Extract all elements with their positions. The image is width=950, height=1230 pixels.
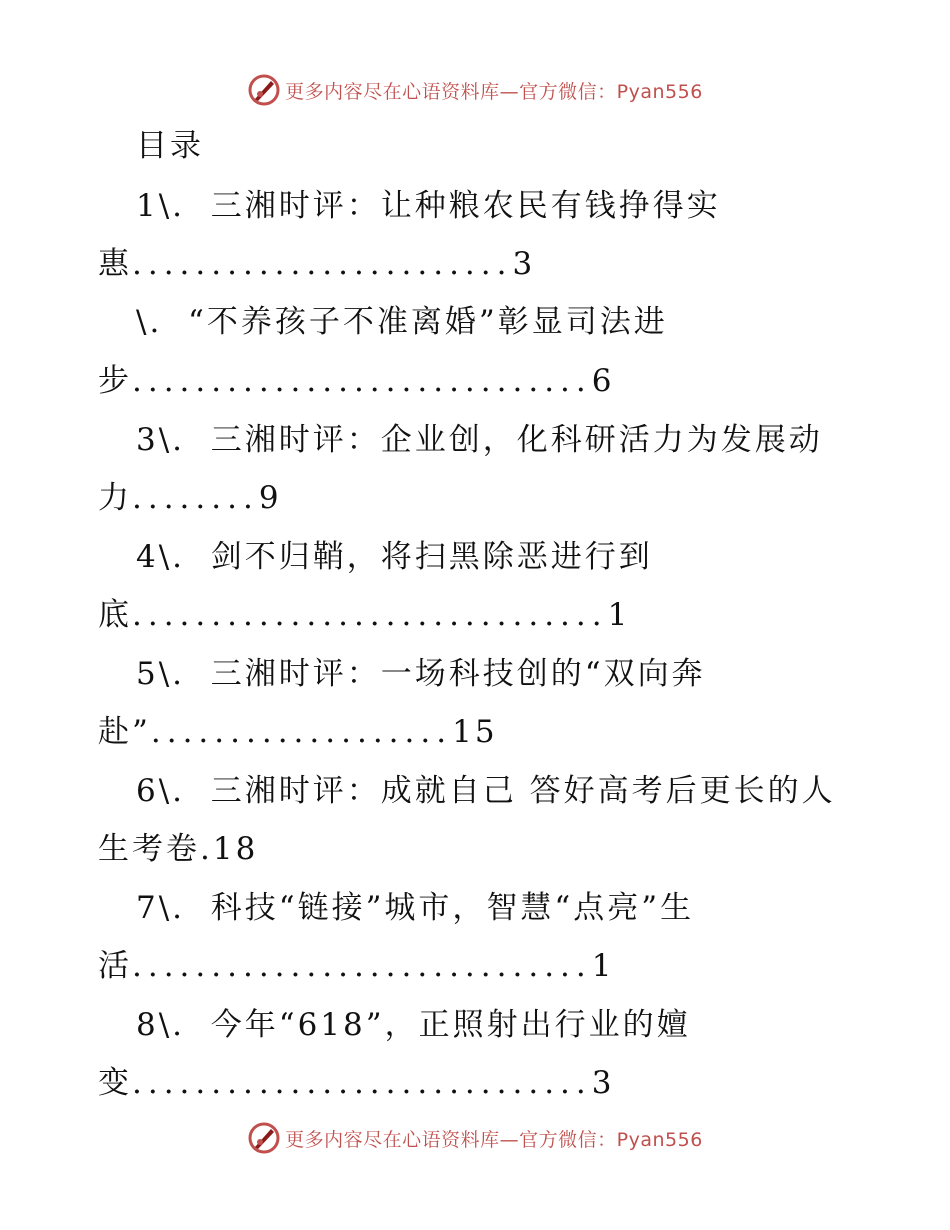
toc-entry-8-title: 8\. 今年“618”，正照射出行业的嬗 xyxy=(136,1007,691,1043)
toc-heading: 目录 xyxy=(136,128,204,164)
toc-entry-1-title: 1\. 三湘时评：让种粮农民有钱挣得实 xyxy=(136,188,721,224)
toc-entry-7-title: 7\. 科技“链接”城市，智慧“点亮”生 xyxy=(136,890,695,926)
page-number: 3 xyxy=(591,1065,615,1101)
toc-entry-6-tail: 生考卷.18 xyxy=(98,831,259,867)
page-number: 9 xyxy=(258,480,282,516)
toc-entry-3-tail: 力........9 xyxy=(98,480,282,516)
watermark-text: 更多内容尽在心语资料库—官方微信：Pyan556 xyxy=(285,1128,703,1151)
toc-entry-7-tail: 活.............................1 xyxy=(98,948,615,984)
quill-seal-icon xyxy=(247,1121,281,1155)
page-number: 3 xyxy=(512,246,536,282)
toc-entry-6-title: 6\. 三湘时评：成就自己 答好高考后更长的人 xyxy=(136,773,836,809)
toc-entry-4-title: 4\. 剑不归鞘，将扫黑除恶进行到 xyxy=(136,539,653,575)
page-number: 1 xyxy=(591,948,615,984)
page-number: 1 xyxy=(607,597,631,633)
toc-entry-4-tail: 底..............................1 xyxy=(98,597,631,633)
toc-entry-3-title: 3\. 三湘时评：企业创，化科研活力为发展动 xyxy=(136,422,823,458)
watermark-banner-bottom xyxy=(0,1118,950,1158)
toc-entry-8-tail: 变.............................3 xyxy=(98,1065,615,1101)
toc-entry-2-tail: 步.............................6 xyxy=(98,363,615,399)
watermark-text: 更多内容尽在心语资料库—官方微信：Pyan556 xyxy=(285,80,703,103)
toc-entry-5-title: 5\. 三湘时评：一场科技创的“双向奔 xyxy=(136,656,706,692)
page-number: 18 xyxy=(212,831,259,867)
toc-entry-1-tail: 惠........................3 xyxy=(98,246,536,282)
toc-entry-5-tail: 赴”...................15 xyxy=(98,714,498,750)
page-number: 15 xyxy=(452,714,498,750)
toc-entry-2-title: \. “不养孩子不准离婚”彰显司法进 xyxy=(136,304,668,340)
page-number: 6 xyxy=(591,363,615,399)
